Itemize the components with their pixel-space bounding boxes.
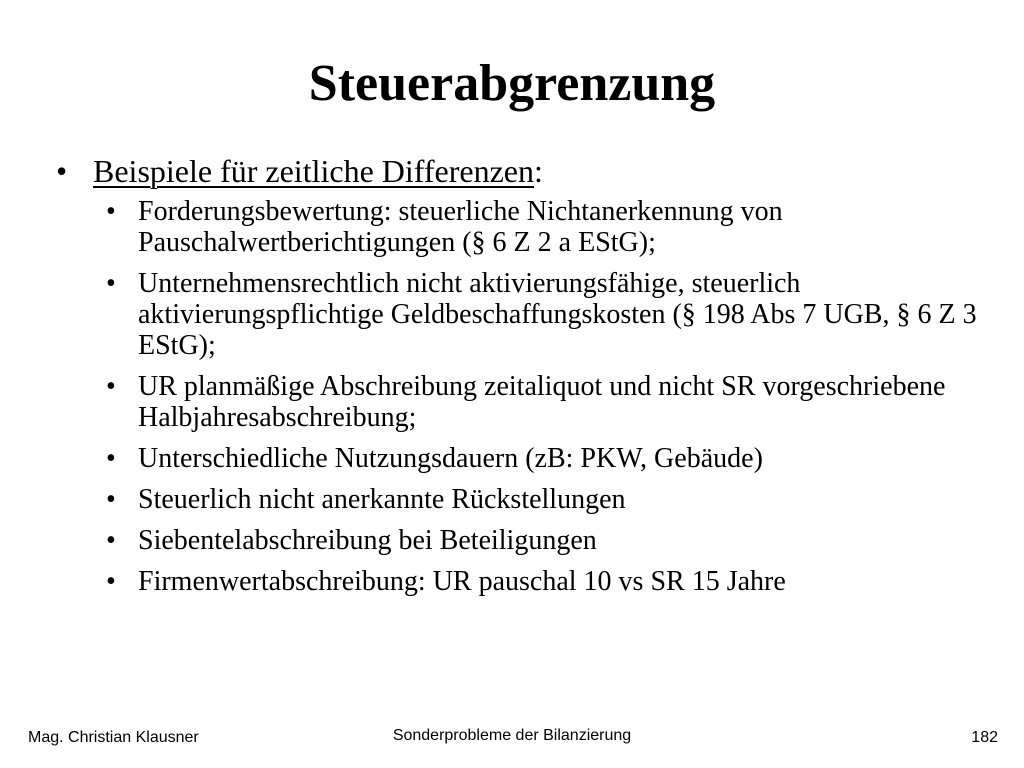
bullet-icon: •: [106, 443, 116, 474]
list-item: [106, 196, 986, 258]
list-item-text: Firmenwertabschreibung: UR pauschal 10 vs SR 15 Jahre: [138, 566, 786, 597]
list-item-text: Unterschiedliche Nutzungsdauern (zB: PKW, Gebäude): [138, 443, 763, 474]
list-item: [106, 443, 986, 474]
bullet-icon: •: [106, 566, 116, 597]
list-item: [106, 371, 986, 433]
main-bullet-colon: :: [533, 153, 543, 189]
bullet-icon: •: [106, 196, 116, 227]
list-item-text: Unternehmensrechtlich nicht aktivierungsfähige, steuerlich aktivierungspflichtige Geldbeschaffungskosten (§ 198 Abs 7 UGB, § 6 Z 3 EStG);: [138, 268, 977, 361]
bullet-icon: •: [106, 371, 116, 402]
list-item-text: Steuerlich nicht anerkannte Rückstellungen: [138, 484, 626, 515]
list-item: [106, 268, 986, 361]
main-bullet-heading: Beispiele für zeitliche Differenzen: [93, 153, 534, 189]
list-item: [106, 566, 986, 597]
list-item: [106, 484, 986, 515]
footer-topic: Sonderprobleme der Bilanzierung: [392, 727, 632, 744]
page-number: 182: [971, 729, 998, 746]
bullet-icon: •: [106, 268, 116, 299]
main-bullet: [56, 150, 543, 192]
footer-author: Mag. Christian Klausner: [28, 729, 199, 746]
slide-title: Steuerabgrenzung: [308, 55, 716, 112]
list-item-text: UR planmäßige Abschreibung zeitaliquot und nicht SR vorgeschriebene Halbjahresabschreibung;: [138, 371, 946, 433]
bullet-icon: •: [106, 484, 116, 515]
list-item-text: Siebentelabschreibung bei Beteiligungen: [138, 525, 597, 556]
bullet-icon: •: [56, 153, 68, 189]
list-item: [106, 525, 986, 556]
list-item-text: Forderungsbewertung: steuerliche Nichtanerkennung von Pauschalwertberichtigungen (§ 6 Z 2 a EStG);: [138, 196, 783, 258]
sub-bullet-list: [106, 196, 986, 607]
bullet-icon: •: [106, 525, 116, 556]
